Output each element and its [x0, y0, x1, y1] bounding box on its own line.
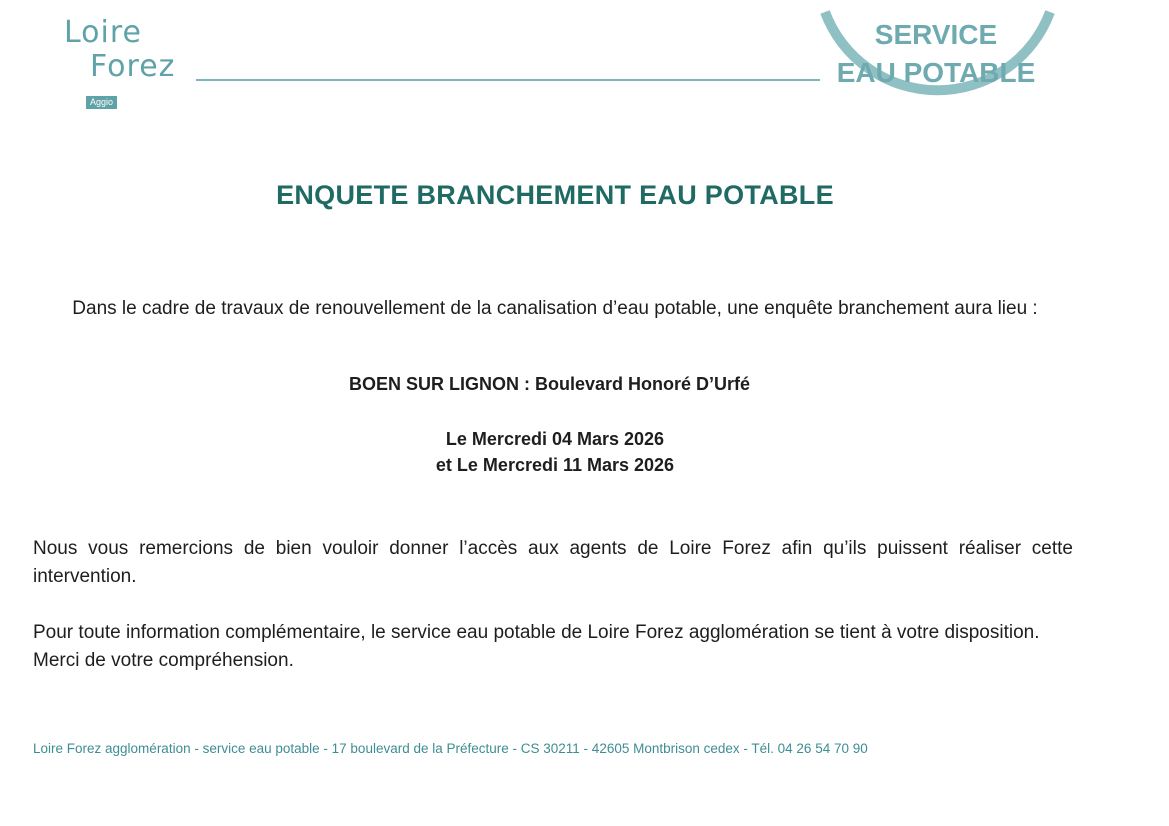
address-text: BOEN SUR LIGNON : Boulevard Honoré D’Urfé [348, 374, 751, 394]
logo-text-loire: Loire [64, 15, 143, 50]
intro-text: Dans le cadre de travaux de renouvellement de la canalisation d’eau potable, une enquête branchement aura lieu : [72, 298, 1038, 319]
footer-contact: Loire Forez agglomération - service eau potable - 17 boulevard de la Préfecture - CS 30211 - 42605 Montbrison cedex - Tél. 04 26 54 70 90 [33, 741, 868, 756]
page-title: ENQUETE BRANCHEMENT EAU POTABLE [276, 180, 834, 210]
date-line-1: Le Mercredi 04 Mars 2026 [445, 429, 665, 449]
stamp-line-service: SERVICE [874, 19, 998, 50]
date-line-2: et Le Mercredi 11 Mars 2026 [435, 455, 675, 475]
dates-block [0, 426, 1110, 478]
logo-badge-aggio: Aggio [86, 96, 117, 109]
loire-forez-logo [60, 16, 210, 112]
logo-text-forez: Forez [90, 49, 176, 84]
thanks-paragraph: Nous vous remercions de bien vouloir donner l’accès aux agents de Loire Forez afin qu’ils puissent réaliser cette intervention. [33, 538, 1073, 587]
service-stamp [826, 16, 1046, 92]
stamp-line-eau-potable: EAU POTABLE [836, 57, 1036, 88]
header-rule [196, 79, 820, 81]
info-paragraph: Pour toute information complémentaire, le service eau potable de Loire Forez agglomération se tient à votre disposition. Merci de votre compréhension. [33, 622, 1040, 671]
